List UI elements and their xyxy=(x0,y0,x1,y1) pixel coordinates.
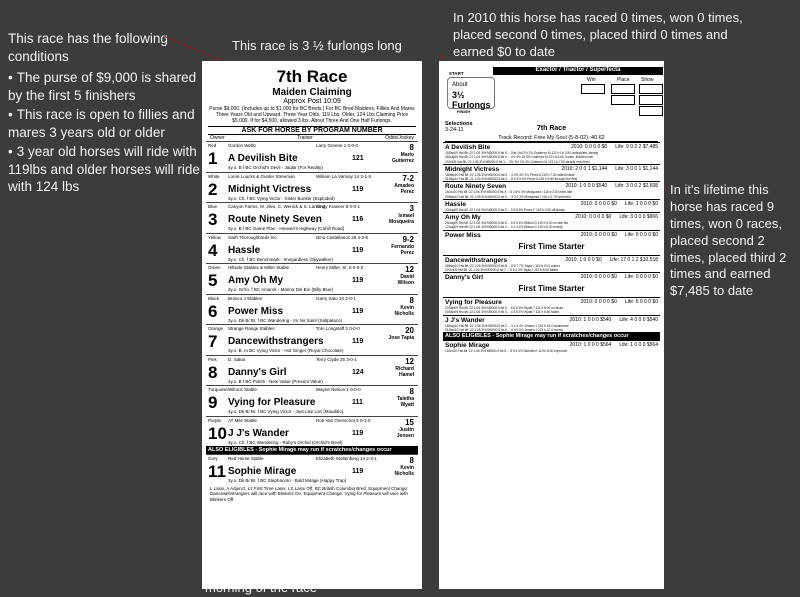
morning-line-odds: 3 xyxy=(409,204,414,213)
selection-box xyxy=(639,95,663,105)
also-eligibles-banner: ALSO ELIGIBLES - Sophie Mirage may run if scratches/changes occur xyxy=(443,332,660,340)
weight: 111 xyxy=(352,399,363,406)
horse-pp-header xyxy=(443,213,660,221)
saddle-color: Turquoise xyxy=(208,387,228,392)
horse-pp-block xyxy=(443,142,660,164)
trainer-name: Wayne Nelson 1 0-0-0 xyxy=(316,387,361,392)
distance-logo xyxy=(447,77,495,109)
horse-pp-list xyxy=(439,142,664,353)
horse-pp-header xyxy=(443,316,660,324)
morning-line-odds: 12 xyxy=(405,356,414,366)
horse-name: J J's Wander xyxy=(228,427,289,439)
morning-line-odds: 8 xyxy=(409,295,414,305)
weight: 119 xyxy=(352,277,364,284)
pp-line: 12Aug09 Hst 6ft :22 1:05 3½f M5000-5 fst 4 ... 4 4 4 4½ Wilson D 119 b 6.30 evenly xyxy=(445,225,563,230)
saddle-color: White xyxy=(208,173,220,179)
weight: 119 xyxy=(352,307,364,315)
col-owner: Owner xyxy=(210,135,225,141)
year-stats-annotation: In 2010 this horse has raced 0 times, won 0 times, placed second 0 times, placed third 0 times and earned $0 to date xyxy=(453,10,743,59)
weight: 121 xyxy=(352,155,364,162)
pp-race-title: 7th Race xyxy=(536,125,567,132)
pp-line: 18May10 Hst 6ft :22 1:06 3½f M5000-5 fst 5 ... 4 3½ 3½ 3¾ Perez A 119 b 7.00 rallied inside xyxy=(445,172,575,177)
trainer-name: Garry Sato 10 2-0-1 xyxy=(316,295,356,301)
horse-pp-block xyxy=(443,272,660,297)
horse-pp-block xyxy=(443,212,660,230)
trainer-name: Dino Castellanos 28 4-3-5 xyxy=(316,234,369,240)
horse-name: Dancewithstrangers xyxy=(445,256,508,264)
horse-name: Route Ninety Seven xyxy=(445,183,507,191)
owner-name: Hillside Stables & Miller Stable xyxy=(228,265,290,270)
horse-entry xyxy=(206,324,418,355)
horse-name: J J's Wander xyxy=(445,316,485,324)
lifetime-stats: Life: 3 0 0 2 $2,608 xyxy=(615,183,658,190)
horse-pp-block xyxy=(443,255,660,273)
lifetime-stats: Life: 9 0 2 2 $7,485 xyxy=(615,144,658,150)
morning-line-odds: 9-2 xyxy=(402,234,414,244)
year-stats: 2010: 1 0 0 0 $564 xyxy=(569,342,612,348)
horse-name: Hassle xyxy=(445,200,466,208)
year-stats: 2010: 0 0 0 0 $0 xyxy=(580,299,617,305)
conditions-title: This race has the following conditions xyxy=(8,31,168,64)
morning-line-odds: 8 xyxy=(409,143,414,152)
selection-box xyxy=(639,106,663,116)
horse-pp-header xyxy=(443,143,660,151)
jockey-name: Kevin Nicholls xyxy=(394,465,414,477)
past-performance-sheet xyxy=(439,61,664,589)
pp-line: 15Jun10 Hst 6ft :22 1:06 3½f M5000-5 fst 4 ... 5 4 4½ 4½ Mosqueira I 116 b 3.00 even late xyxy=(445,190,573,195)
col-trainer: Trainer xyxy=(297,135,313,141)
program-number: 5 xyxy=(208,271,218,290)
jockey-name: Justin Jensen xyxy=(396,426,414,439)
conditions-annotation xyxy=(8,30,200,198)
saddle-color: Green xyxy=(208,265,221,270)
horse-name: Amy Oh My xyxy=(445,214,481,221)
program-number: 10 xyxy=(208,423,227,443)
pp-line: 01May10 Hst 6ft :22 1:05 3½f M5000-5 fst 6 ... 6 6 5 5½ Jensen J 119 b 12.0 evenly xyxy=(445,327,563,332)
weight: 119 xyxy=(352,185,364,193)
morning-line-odds: 15 xyxy=(405,417,414,427)
logo-furlongs: 3½ Furlongs xyxy=(452,90,491,110)
saddle-color: Pink xyxy=(208,356,217,362)
morning-line-odds: 8 xyxy=(409,387,414,396)
entry-list xyxy=(202,141,422,446)
year-stats: 2010: 0 0 0 0 $0 xyxy=(571,144,608,150)
distance-annotation: This race is 3 ½ furlongs long xyxy=(232,38,402,53)
trainer-name: Cindy Krasner 8 0-0-1 xyxy=(316,204,361,209)
horse-name: A Devilish Bite xyxy=(228,153,298,164)
race-title: 7th Race xyxy=(276,67,348,86)
weight: 116 xyxy=(352,216,364,223)
pp-line: 29Aug09 Hst 6ft :22 1:06 3½f M5000-5 fst 6 ... 6 5 5 5½ Wilson D 119 b 9.00 no late bid xyxy=(445,221,568,225)
lifetime-stats: Life: 0 0 0 0 $0 xyxy=(624,231,658,238)
pedigree: 3y.o. Ch. f BC Wandering - Ruby's Orchid (Orchid's Devil) xyxy=(228,439,343,445)
owner-name: Strange Range Stables xyxy=(228,326,275,331)
col-odds: Odds/Jockey xyxy=(385,135,414,141)
lifetime-stats: Life: 3 0 0 1 $1,144 xyxy=(615,165,658,172)
horse-pp-header xyxy=(443,200,660,208)
year-stats: 2010: 0 0 0 0 $0 xyxy=(580,274,617,280)
race-date: 3-24-11 xyxy=(445,127,464,133)
jockey-name: David Wilson xyxy=(397,274,414,286)
owner-name: Lorne Loucks & Gunter Streeman xyxy=(228,173,296,179)
lifetime-annotation: In it's lifetime this horse has raced 9 times, won 0 races, placed second 2 times, placed third 2 times and earned $7,485 to date xyxy=(670,182,787,299)
program-number: 2 xyxy=(208,179,218,199)
legend-text: L Lasix, A Adjunct, L1 First Time Lasix, LX Lasix Off, BC British Columbia Bred. Equipment Change: Dancewithstrangers will race with Blinkers On. Equipment Change: Vying for Pleasure will race with Blinkers Off. xyxy=(210,485,409,502)
first-time-starter: First Time Starter xyxy=(518,284,585,293)
selection-box xyxy=(581,84,605,94)
lifetime-stats: Life: 4 0 0 0 $540 xyxy=(619,316,658,323)
exotic-wagers-banner: Exactor / Triactor / Superfecta xyxy=(493,67,663,75)
pedigree: 3y.o. Ch. f BC Vying Victor - Sister Bunker (Exploded) xyxy=(228,195,335,201)
horse-pp-header xyxy=(443,182,660,190)
jockey-name: Taletha Wyatt xyxy=(396,396,414,408)
horse-name: Danny's Girl xyxy=(445,274,484,281)
year-stats: 2010: 0 0 0 0 $0 xyxy=(575,214,612,220)
morning-line-odds: 7-2 xyxy=(402,173,414,183)
horse-pp-block xyxy=(443,297,660,315)
pp-header xyxy=(443,65,660,119)
horse-name: Amy Oh My xyxy=(228,275,284,286)
jockey-name: Kevin Nicholls xyxy=(394,304,414,317)
trainer-name: Elizabeth Stoltenberg 14 2-3-1 xyxy=(316,456,377,461)
pedigree: 3y.o. Dk B/ Br. f BC Stephanoto - Bold Mirage (Happy Trap) xyxy=(228,478,347,483)
horse-pp-header xyxy=(443,231,660,239)
program-number: 8 xyxy=(208,362,218,382)
owner-name: Gordon Webb xyxy=(228,143,256,148)
owner-name: Bronco J Stables xyxy=(228,295,263,301)
logo-about: About xyxy=(452,82,468,88)
pedigree: 3y.o. Ch. f BC Benchmark - Imegardless (Skywalker) xyxy=(228,256,333,262)
pp-line: 15Jun10 Hst 6ft :22 1:06 3½f M5000-5 fst 5 ... 5 5 4 4½ Nicholls K 119 b 8.00 improved xyxy=(445,349,568,353)
post-time: Approx Post 10:09 xyxy=(283,98,341,105)
conditions-list xyxy=(8,69,200,196)
horse-name: A Devilish Bite xyxy=(445,144,491,151)
pp-line: 15Sep09 Hst 6ft :22 1:05 3½f M5000-5 fst 5 ... 2hd 1hd 2½ 2¾ Gutierrez M 121 b Lb 3.50 outfinished, steady xyxy=(445,151,599,155)
owner-name: Red Horse Stable xyxy=(228,456,264,461)
horse-pp-header xyxy=(443,273,660,281)
race-type: Maiden Claiming xyxy=(272,87,352,98)
year-stats: 2010: 1 0 0 0 $540 xyxy=(565,183,608,190)
morning-line-odds: 12 xyxy=(405,265,414,274)
trainer-name: Henry Miller, Sr. 6 0-0-0 xyxy=(316,265,364,270)
conditions-bullet: • This race is open to fillies and mares 3 years old or older xyxy=(8,106,200,141)
horse-name: Dancewithstrangers xyxy=(228,336,324,347)
program-number: 7 xyxy=(208,332,218,351)
horse-pp-header xyxy=(443,341,660,349)
conditions-bullet: • 3 year old horses will ride with 119lbs and older horses will ride with 124 lbs xyxy=(8,143,200,196)
race-conditions: Purse $9,000. (Includes up to $1,000 for BC Breds.) For BC Bred Maidens, Fillies And Mares Three Years Old and Upward. Three Year Olds, 119 Lbs. Older, 124 Lbs Claiming Price $5,000. If for $4,500, allowed 3 lbs. About Three And One Half Furlongs. xyxy=(209,106,415,124)
morning-line-odds: 8 xyxy=(409,456,414,465)
lifetime-stats: Life: 6 0 0 0 $0 xyxy=(624,299,658,305)
year-stats: 2010: 1 0 0 0 $540 xyxy=(569,316,612,323)
program-number: 3 xyxy=(208,210,218,229)
trainer-name: Larry Greene 1 0-0-0 xyxy=(316,143,359,148)
horse-entry xyxy=(206,385,418,416)
program-number: 11 xyxy=(208,462,226,481)
horse-entry xyxy=(206,172,418,203)
horse-entry xyxy=(206,202,418,233)
pedigree: 4y.o. Dk B/ Br. f BC Vying Victor - Just Like Lori (Mauditio) xyxy=(228,409,344,414)
pedigree: 4y.o. B f BC Polish - New Value (Present Value) xyxy=(228,378,323,384)
horse-pp-header xyxy=(443,298,660,306)
year-stats: 2010: 2 0 0 1 $1,144 xyxy=(561,165,608,172)
place-label: Place xyxy=(617,77,630,83)
jockey-name: Ismael Mosqueira xyxy=(388,213,414,225)
pp-line: 01May10 Hst 6ft :21 1:04 3½f M5000-5 fst 4 ... 6 5 4½ 5½ Perez A 119 b 5.80 through the field xyxy=(445,177,578,181)
weight: 119 xyxy=(352,246,364,254)
trainer-name: Rob Van Overschot 5 0-1-0 xyxy=(316,417,371,423)
jockey-name: Amadeo Perez xyxy=(394,182,414,195)
trainer-name: Tom Longstaff 3 0-0-0 xyxy=(316,326,360,331)
saddle-color: Orange xyxy=(208,326,224,331)
horse-entry xyxy=(206,141,418,172)
ask-for-horse-banner: ASK FOR HORSE BY PROGRAM NUMBER xyxy=(208,126,416,135)
jockey-name: Richard Hamel xyxy=(395,365,414,378)
pp-line: 18May10 Hst 6ft :22 1:06 3½f M5000-5 fst 2 ... 3 4 4 4½ Jensen J 119 b 15.0 weakened xyxy=(445,323,569,328)
horse-name: Vying for Pleasure xyxy=(445,299,502,306)
trainer-name: William La Vannay 14 2-1-5 xyxy=(316,173,371,179)
program-number: 1 xyxy=(208,149,218,168)
also-eligible-entry xyxy=(202,454,422,485)
selections-label: Selections xyxy=(445,121,473,127)
selection-box xyxy=(639,84,663,94)
first-time-starter: First Time Starter xyxy=(518,241,585,251)
horse-name: Hassle xyxy=(228,244,261,256)
horse-pp-block xyxy=(443,315,660,333)
lifetime-stats: Life: 17 0 1 2 $10,518 xyxy=(609,256,658,263)
track-record: Track Record: Free My Soul (5-8-02) :40.62 xyxy=(445,135,658,142)
owner-name: Canyon Farms, M. Jiles, C. Wenick & S. Lansing xyxy=(228,204,325,209)
selection-box xyxy=(611,84,635,94)
horse-name: Midnight Victress xyxy=(445,165,500,173)
horse-entry xyxy=(206,294,418,325)
morning-line-odds: 20 xyxy=(405,326,414,335)
lifetime-stats: Life: 0 0 0 0 $0 xyxy=(624,274,658,280)
horse-entry xyxy=(206,233,418,264)
saddle-color: Blue xyxy=(208,204,218,209)
pp-line: 18May10 Hst 6ft :22 1:06 3½f M5000-5 fst 8 ... 8 8 7 7½ Tapia J 119 b 20.0 outrun xyxy=(445,263,560,268)
program-number: 6 xyxy=(208,301,218,321)
horse-pp-block xyxy=(443,181,660,199)
pp-line: 08Aug09 Hst 6ft :21 1:04 3½f M5000-5 fst 4 ... 4½ 4½ 32 3½ Gutierrez M 121 b 5.60 3-wide, finished well xyxy=(445,155,593,160)
owner-name: AT Mile Stable xyxy=(228,417,257,423)
horse-entry xyxy=(206,416,418,447)
finish-label: FINISH xyxy=(457,109,471,114)
program-number: 9 xyxy=(208,393,218,412)
year-stats: 2010: 1 0 0 0 $0 xyxy=(565,256,602,263)
jockey-name: Mario Gutierrez xyxy=(392,152,414,164)
horse-name: Midnight Victress xyxy=(228,183,312,195)
horse-pp-block xyxy=(443,164,660,182)
horse-name: Route Ninety Seven xyxy=(228,214,322,225)
selection-box xyxy=(611,95,635,105)
horse-pp-header xyxy=(443,165,660,173)
horse-name: Vying for Pleasure xyxy=(228,397,316,408)
owner-name: D. Sakai xyxy=(228,356,246,362)
horse-entry xyxy=(206,355,418,386)
lifetime-stats: Life: 1 0 0 0 $564 xyxy=(619,342,658,348)
race-card-sheet xyxy=(202,61,422,589)
weight: 119 xyxy=(352,468,364,475)
pp-line: 20Sep09 Hst 6ft :22 1:06 3½f M5000-5 fst 5 ... 6 6 6 6½ Wyatt T 111 b 8.00 no factor xyxy=(445,306,564,310)
show-label: Show xyxy=(641,77,654,83)
pedigree: 3y.o. Dk B/ Br. f BC Wandering - Im No Saint (Saltpalaco) xyxy=(228,317,343,323)
jockey-name: Jose Tapia xyxy=(388,335,414,341)
saddle-color: Grey xyxy=(208,456,218,461)
horse-entry xyxy=(206,263,418,294)
saddle-color: Yellow xyxy=(208,234,221,240)
horse-name: Power Miss xyxy=(445,231,481,239)
pp-line: 02Oct09 Hst 6ft :22 1:06 3½f M5000-5 fst 7 ... 5 5 4 3½ Tapia J 119 b 8.00 rallied xyxy=(445,267,559,272)
conditions-bullet: • The purse of $9,000 is shared by the first 5 finishers xyxy=(8,69,200,104)
horse-name: Power Miss xyxy=(228,305,284,317)
horse-pp-block xyxy=(443,340,660,353)
pedigree: 4y.o. B f BC Orchid's Devil - Jaqlar (For Reality) xyxy=(228,165,323,170)
start-label: START xyxy=(449,71,464,76)
pp-line: 19Jul09 Hst 6ft :22 1:05 3½f M5000-5 fst 1 ... 3½ 3½ 3½ 3½ Gutierrez M 121 Lb 7.90 steady, held third xyxy=(445,159,590,164)
saddle-color: Red xyxy=(208,143,217,148)
year-stats: 2010: 0 0 0 0 $0 xyxy=(580,200,617,207)
weight: 124 xyxy=(352,368,364,376)
program-number: 4 xyxy=(208,240,218,260)
pedigree: 3y.o. Gr/ro. f BC Amarok - Marina Del Boi (Billy Blue) xyxy=(228,287,333,292)
pp-line: 09May10 Hst 6ft :22 1:05 3½f M5000-5 fst 3 ... 3 3 3 3½ Mosqueira I 116 b 2.70 held third xyxy=(445,194,571,199)
pedigree: 3y.o. B. m BC Vying Victor - Hot Ginger (Royal Chocolate) xyxy=(228,348,344,353)
horse-entry xyxy=(206,454,418,485)
horse-name: Sophie Mirage xyxy=(445,342,490,349)
horse-name: Sophie Mirage xyxy=(228,466,297,477)
horse-name: Danny's Girl xyxy=(228,366,287,378)
horse-pp-block xyxy=(443,230,660,255)
pp-line: 03Sep09 Hst 6ft :22 1:05 3½f M5000-5 fst 3 ... 4 4 5 5½ Wyatt T 111 b 6.50 faded xyxy=(445,310,560,315)
pedigree: 3y.o. B f BC Game Plan - Heaven's Highway (Cahill Road) xyxy=(228,226,345,231)
horse-pp-header xyxy=(443,256,660,264)
saddle-color: Black xyxy=(208,295,220,301)
weight: 119 xyxy=(352,338,364,345)
owner-name: Swift Thoroughbreds Inc. xyxy=(228,234,278,240)
pp-line: 23Aug09 Hst 6ft :22 1:06 3½f M5000-5 fst 9 ... 9 9 8 8½ Perez F 119 b 4.50 off slowly xyxy=(445,207,565,212)
also-eligibles-banner: ALSO ELIGIBLES - Sophie Mirage may run if scratches/changes occur xyxy=(206,446,418,454)
trainer-name: Terry Clyde 25 3-0-1 xyxy=(316,356,357,362)
year-stats: 2010: 0 0 0 0 $0 xyxy=(580,231,617,238)
win-label: Win xyxy=(587,77,596,83)
weight: 119 xyxy=(352,429,364,437)
lifetime-stats: Life: 3 0 0 0 $966 xyxy=(619,214,658,220)
saddle-color: Purple xyxy=(208,417,222,423)
lifetime-stats: Life: 1 0 0 0 $0 xyxy=(624,200,658,207)
jockey-name: Fernando Perez xyxy=(391,243,414,256)
horse-pp-block xyxy=(443,199,660,212)
owner-name: Wilrock Stable xyxy=(228,387,257,392)
